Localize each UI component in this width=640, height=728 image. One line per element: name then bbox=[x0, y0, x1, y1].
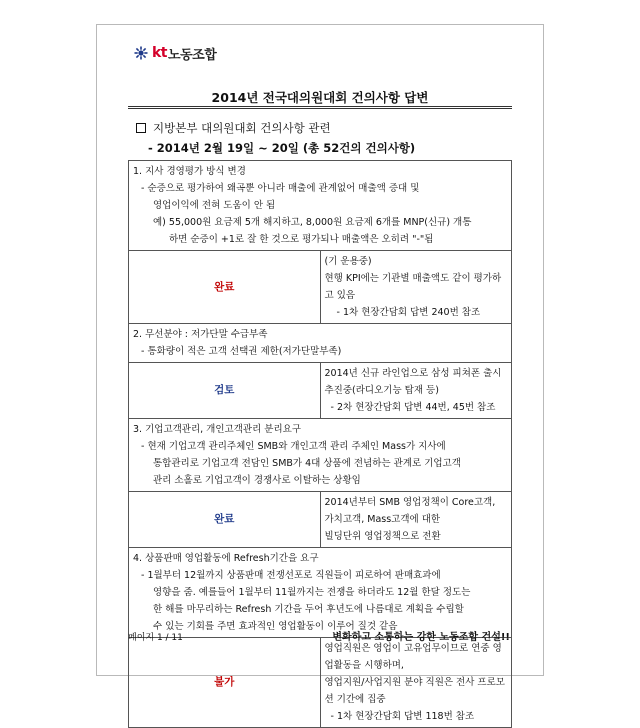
answer-line: - 1차 현장간담회 답변 240번 참조 bbox=[336, 307, 481, 318]
answer-line: - 1차 현장간담회 답변 118번 참조 bbox=[330, 711, 475, 722]
item-cell bbox=[129, 419, 512, 492]
table-row bbox=[129, 638, 512, 728]
logo-brand: kt bbox=[152, 45, 168, 61]
item-line: 영향을 줌. 예를들어 1월부터 11월까지는 전쟁을 하더라도 12월 한달 정도는 bbox=[153, 587, 471, 598]
logo-union: 노동조합 bbox=[168, 47, 217, 63]
answer-cell bbox=[320, 638, 512, 728]
page-number: 페이지 1 / 11 bbox=[128, 633, 183, 643]
item-line: - 통화량이 적은 고객 선택권 제한(저가단말부족) bbox=[141, 346, 342, 357]
title-rule-bottom bbox=[128, 108, 512, 109]
item-cell bbox=[129, 324, 512, 363]
item-cell bbox=[129, 548, 512, 638]
answer-line: 빌딩단위 영업정책으로 전환 bbox=[324, 531, 441, 542]
item-heading: 4. 상품판매 영업활동에 Refresh기간을 요구 bbox=[133, 553, 319, 564]
item-line: - 현재 기업고객 관리주체인 SMB와 개인고객 관리 주체인 Mass가 지사에 bbox=[141, 441, 446, 452]
logo bbox=[134, 44, 216, 62]
subtitle-section bbox=[136, 120, 331, 136]
item-line: 수 있는 기회를 주면 효과적인 영업활동이 이루어 질것 같음 bbox=[153, 621, 398, 632]
answer-line: (기 운용중) bbox=[324, 256, 372, 267]
status-badge: 완료 bbox=[129, 492, 321, 548]
table-row bbox=[129, 363, 512, 419]
checkbox-square-icon bbox=[136, 123, 146, 133]
answer-line: 2014년부터 SMB 영업정책이 Core고객, 가치고객, Mass고객에 대한 bbox=[324, 497, 496, 525]
item-heading: 2. 무선분야 : 저가단말 수급부족 bbox=[133, 329, 268, 340]
item-cell bbox=[129, 161, 512, 251]
table-row bbox=[129, 419, 512, 492]
subtitle-text: 지방본부 대의원대회 건의사항 관련 bbox=[153, 121, 331, 135]
item-line: - 순증으로 평가하여 왜곡뿐 아니라 매출에 관계없어 매출액 증대 및 bbox=[141, 183, 420, 194]
item-line: 통합관리로 기업고객 전담인 SMB가 4대 상품에 전념하는 관계로 기업고객 bbox=[153, 458, 461, 469]
subtitle-dates: - 2014년 2월 19일 ~ 20일 (총 52건의 건의사항) bbox=[148, 141, 416, 155]
answer-cell bbox=[320, 251, 512, 324]
item-line: 한 해를 마무리하는 Refresh 기간을 두어 후년도에 나름대로 계획을 수립할 bbox=[153, 604, 464, 615]
item-line: - 1월부터 12월까지 상품판매 전쟁선포로 직원들이 피로하여 판매효과에 bbox=[141, 570, 441, 581]
table-row bbox=[129, 161, 512, 251]
item-heading: 1. 지사 경영평가 방식 변경 bbox=[133, 166, 246, 177]
answer-line: 현행 KPI에는 기관별 매출액도 같이 평가하고 있음 bbox=[324, 273, 502, 301]
item-line: 영업이익에 전혀 도움이 안 됨 bbox=[153, 200, 276, 211]
item-line: 예) 55,000원 요금제 5개 해지하고, 8,000원 요금제 6개를 MNP(신규) 개통 bbox=[153, 217, 472, 228]
footer-slogan: 변화하고 소통하는 강한 노동조합 건설!! bbox=[332, 632, 510, 643]
status-badge: 검토 bbox=[129, 363, 321, 419]
table-row bbox=[129, 251, 512, 324]
status-badge: 불가 bbox=[129, 638, 321, 728]
table-row bbox=[129, 492, 512, 548]
table-row bbox=[129, 324, 512, 363]
document-title: 2014년 전국대의원대회 건의사항 답변 bbox=[211, 90, 429, 105]
answer-line: - 2차 현장간담회 답변 44번, 45번 참조 bbox=[330, 402, 496, 413]
table-row bbox=[129, 548, 512, 638]
kt-union-emblem-icon bbox=[134, 46, 148, 60]
status-badge: 완료 bbox=[129, 251, 321, 324]
answer-line: 영업직원은 영업이 고유업무이므로 연중 영업활동을 시행하며, bbox=[324, 643, 502, 671]
answer-cell bbox=[320, 492, 512, 548]
answer-line: 2014년 신규 라인업으로 삼성 피쳐폰 출시 추진중(라디오기능 탑재 등) bbox=[324, 368, 502, 396]
item-line: 관리 소홀로 기업고객이 경쟁사로 이탈하는 상황임 bbox=[153, 475, 361, 486]
answer-cell bbox=[320, 363, 512, 419]
answer-line: 영업지원/사업지원 분야 직원은 전사 프로모션 기간에 집중 bbox=[324, 677, 505, 705]
item-line: 하면 순증이 +1로 잘 한 것으로 평가되나 매출액은 오히려 "-"됨 bbox=[169, 234, 434, 245]
item-heading: 3. 기업고객관리, 개인고객관리 분리요구 bbox=[133, 424, 301, 435]
title-rule-top bbox=[128, 106, 512, 107]
